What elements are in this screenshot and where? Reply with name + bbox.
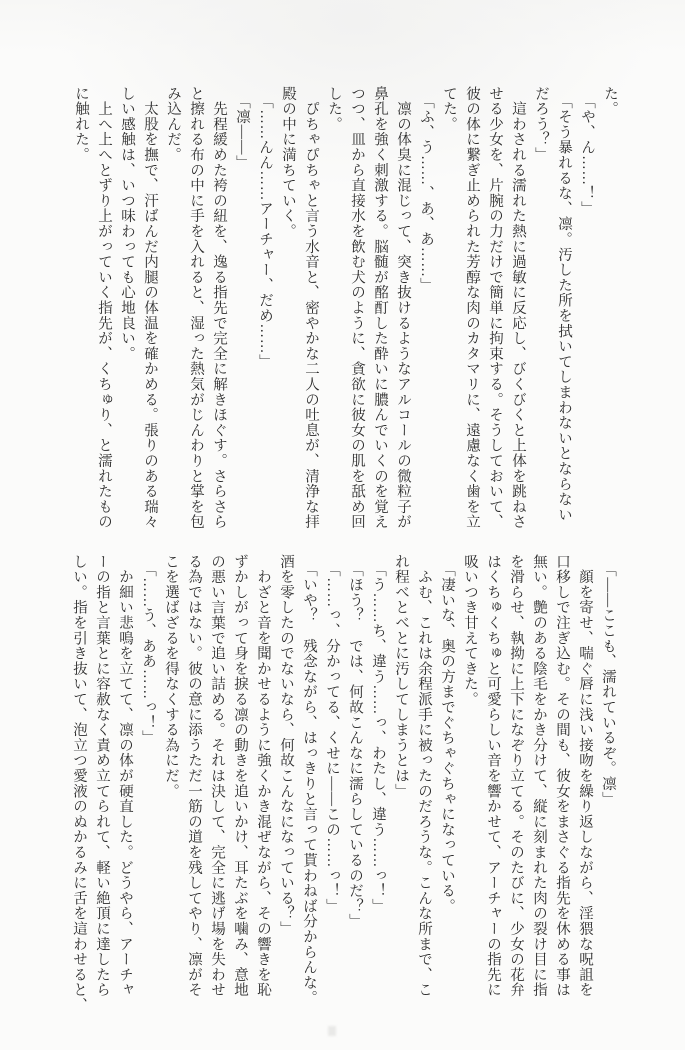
text-line: を滑らせ、執拗に上下になぞり立てる。そのたびに、少女の花弁 bbox=[508, 554, 524, 998]
text-line: ふむ、これは余程派手に被ったのだろうな。こんな所まで、こ bbox=[416, 554, 432, 998]
text-line: ずかしがって身を捩る凛の動きを追いかけ、耳たぶを噛み、意地 bbox=[232, 554, 248, 998]
text-line: わざと音を聞かせるように強くかき混ぜながら、その響きを恥 bbox=[255, 554, 271, 998]
text-line: み込んだ。 bbox=[165, 86, 181, 163]
text-line: てた。 bbox=[441, 86, 457, 132]
text-line: だろう？」 bbox=[533, 86, 549, 163]
text-line: しい。指を引き抜いて、泡立つ愛液のぬかるみに舌を這わせると、 bbox=[71, 554, 87, 1013]
text-line: はくちゅくちゅと可愛らしい音を響かせて、アーチャーの指先に bbox=[485, 554, 501, 998]
text-line: 凛の体臭に混じって、突き抜けるようなアルコールの微粒子が bbox=[395, 86, 411, 530]
text-line: こを選ばざるを得なくする為にだ。 bbox=[163, 554, 179, 799]
text-line: か細い悲鳴を立てて、凛の体が硬直した。どうやら、アーチャ bbox=[117, 554, 133, 998]
text-line: つつ、皿から直接水を飲む犬のように、貪欲に彼女の肌を舐め回 bbox=[349, 86, 365, 530]
text-line: せる少女を、片腕の力だけで簡単に拘束する。そうしておいて、 bbox=[487, 86, 503, 530]
page-number-smudge bbox=[328, 1026, 336, 1036]
text-line: 這わされる濡れた熱に過敏に反応し、びくびくと上体を跳ねさ bbox=[510, 86, 526, 530]
text-line: 「……っ、分かってる、くせに――この……っ！」 bbox=[324, 554, 340, 914]
text-line: た。 bbox=[602, 86, 618, 117]
text-line: 無い。艶のある陰毛をかき分けて、縦に刻まれた肉の裂け目に指 bbox=[531, 554, 547, 998]
text-line: 「ほう？ では、何故こんなに濡らしているのだ？」 bbox=[347, 554, 363, 930]
text-line: ーの指と言葉とに容赦なく責め立てられて、軽い絶頂に達したら bbox=[94, 554, 110, 998]
text-line: 太股を撫で、汗ばんだ内腿の体温を確かめる。張りのある瑞々 bbox=[142, 86, 158, 530]
text-line: 「――ここも、濡れているぞ。凛」 bbox=[600, 554, 616, 807]
text-line: に触れた。 bbox=[73, 86, 89, 163]
text-line: ぴちゃぴちゃと言う水音と、密やかな二人の吐息が、清浄な拝 bbox=[303, 86, 319, 530]
text-line: の悪い言葉で追い詰める。それは決して、完全に逃げ場を失わせ bbox=[209, 554, 225, 998]
text-line: 「……んん……アーチャー、だめ……」 bbox=[257, 86, 273, 370]
text-line: と擦れる布の中に手を入れると、湿った熱気がじんわりと掌を包 bbox=[188, 86, 204, 530]
text-line: 「凛――」 bbox=[234, 86, 250, 171]
text-line: 「凄いな、奥の方までぐちゃぐちゃになっている。 bbox=[439, 554, 455, 914]
text-line: 「そう暴れるな、凛。汚した所を拭いてしまわないとならない bbox=[556, 86, 572, 523]
text-line: れ程べとべとに汚してしまうとは」 bbox=[393, 554, 409, 799]
text-line: 「う……ち、違う……っ、わたし、違う……っ！」 bbox=[370, 554, 386, 914]
text-block-lower bbox=[67, 554, 619, 1016]
text-line: 「や、ん……！」 bbox=[579, 86, 595, 217]
text-line: した。 bbox=[326, 86, 342, 132]
text-line: 殿の中に満ちていく。 bbox=[280, 86, 296, 239]
text-line: しい感触は、いつ味わっても心地良い。 bbox=[119, 86, 135, 362]
text-block-upper bbox=[69, 86, 621, 534]
text-line: 酒を零したのでないなら、何故こんなになっている？」 bbox=[278, 554, 294, 937]
text-line: 先程緩めた袴の紐を、逸る指先で完全に解きほぐす。さらさら bbox=[211, 86, 227, 530]
text-line: 吸いつき甘えてきた。 bbox=[462, 554, 478, 707]
text-line: 鼻孔を強く刺激する。脳髄が酩酊した酔いに膿んでいくのを覚え bbox=[372, 86, 388, 530]
text-line: 顔を寄せ、喘ぐ唇に浅い接吻を繰り返しながら、淫猥な呪詛を bbox=[577, 554, 593, 998]
text-line: る為ではない。彼の意に添うただ一筋の道を残してやり、凛がそ bbox=[186, 554, 202, 998]
text-line: 「いや？ 残念ながら、はっきりと言って貰わねば分からんな。 bbox=[301, 554, 317, 1006]
text-line: 「ふ、う……、あ、あ……」 bbox=[418, 86, 434, 293]
text-line: 「……う、ああ……っ！」 bbox=[140, 554, 156, 746]
text-line: 彼の体に繋ぎ止められた芳醇な肉のカタマリに、遠慮なく歯を立 bbox=[464, 86, 480, 530]
text-line: 上へ上へとずり上がっていく指先が、くちゅり、と濡れたもの bbox=[96, 86, 112, 530]
text-line: 口移しで注ぎ込む。その間も、彼女をまさぐる指先を休める事は bbox=[554, 554, 570, 998]
